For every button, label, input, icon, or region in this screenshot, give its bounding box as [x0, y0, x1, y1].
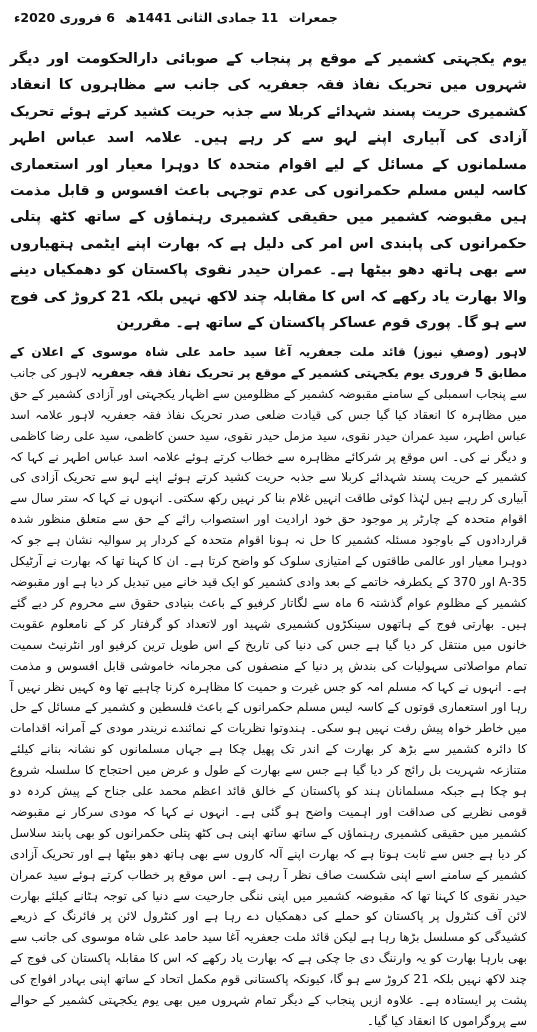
dateline-day: جمعرات [288, 10, 338, 25]
article-lead: لاہور (وصفِ نیوز) قائد ملت جعفریہ آغا سید حامد علی شاہ موسوی کے اعلان کے مطابق 5 فروری یوم یکجہتی کشمیر کے موقع پر تحریک نفاذ فقہ جعفریہ [10, 345, 528, 380]
article-body [10, 342, 528, 1028]
dateline [8, 8, 529, 28]
headline-summary: یوم یکجہتی کشمیر کے موقع پر پنجاب کے صوبائی دارالحکومت اور دیگر شہروں میں تحریک نفاذ فقہ جعفریہ کی جانب سے مظاہروں کا انعقاد کشمیری حریت پسند شہدائے کربلا سے جذبہ حریت کشید کرتے ہوئے تحریک آزادی کی آبیاری اپنے لہو سے کر رہے ہیں۔ علامہ اسد عباس اطہر مسلمانوں کے مسائل کے لیے اقوام متحدہ کا دوہرا معیار اور استعماری کاسہ لیس مسلم حکمرانوں کی عدم توجہی باعث افسوس و قابل مذمت ہیں مقبوضہ کشمیر میں حقیقی کشمیری رہنماؤں کے ساتھ کٹھ پتلی حکمرانوں کی پابندی اس امر کی دلیل ہے کہ بھارت اپنے ایٹمی ہتھیاروں سے بھی ہاتھ دھو بیٹھا ہے۔ عمران حیدر نقوی پاکستان کو دھمکیاں دینے والا بھارت یاد رکھے کہ اس کا مقابلہ چند لاکھ نہیں بلکہ 21 کروڑ کی فوج سے ہو گا۔ پوری قوم عساکر پاکستان کے ساتھ ہے۔ مقررین [10, 51, 527, 332]
dateline-hijri-date: 11 جمادی الثانی 1441ھ [125, 10, 279, 25]
dateline-gregorian-date: 6 فروری 2020ء [14, 10, 115, 25]
article-text: لاہور کی جانب سے پنجاب اسمبلی کے سامنے مقبوضہ کشمیر کے مظلومین سے اظہار یکجہتی اور آزادی کشمیر کے حق میں مظاہرہ کا انعقاد کیا گیا جس کی قیادت ضلعی صدر تحریک نفاذ فقہ جعفریہ لاہور علامہ اسد عباس اطہر، سید عمران حیدر نقوی، سید مزمل حیدر نقوی، سید حسن کاظمی، سید علی رضا کاظمی و دیگر نے کی۔ اس موقع پر شرکائے مظاہرہ سے خطاب کرتے ہوئے علامہ اسد عباس اطہر نے کہا کہ کشمیر کے حریت پسند شہدائے کربلا سے جذبہ حریت کشید کرتے ہوئے اپنے لہو سے تحریک آزادی کی آبیاری کر رہے ہیں لہٰذا کوئی طاقت انہیں غلام بنا کر نہیں رکھ سکتی۔ انہوں نے کہا کہ ستر سال سے اقوام متحدہ کے چارٹر پر موجود حق خود ارادیت اور استصواب رائے کے حق سے متعلق منظور شدہ قراردادوں کے باوجود مسئلہ کشمیر کا حل نہ ہونا اقوام متحدہ کے کردار پر سوالیہ نشان ہے جو کہ دوہرا معیار اور عالمی طاقتوں کے امتیازی سلوک کو واضح کرتا ہے۔ ان کا کہنا تھا کہ بھارت نے آرٹیکل 35-A اور 370 کے یکطرفہ خاتمے کے بعد وادی کشمیر کو ایک قید خانے میں تبدیل کر دیا ہے اور مقبوضہ کشمیر کے مظلوم عوام گذشتہ 6 ماہ سے لگاتار کرفیو کے باعث بنیادی حقوق سے محروم کر دیے گئے ہیں۔ بھارتی فوج کے ہاتھوں سینکڑوں کشمیری شہید اور لاتعداد کو گرفتار کر کے نامعلوم عقوبت خانوں میں منتقل کر دیا گیا ہے جس کی دنیا کی تاریخ کے اس طویل ترین کرفیو اور انٹرنیٹ سمیت تمام مواصلاتی سہولیات کی بندش پر دنیا کے منصفوں کی مجرمانہ خاموشی قابل افسوس و مذمت ہے۔ انہوں نے کہا کہ مسلم امہ کو جس غیرت و حمیت کا مظاہرہ کرنا چاہیے تھا وہ کہیں نظر نہیں آ رہا اور استعماری قوتوں کے کاسہ لیس مسلم حکمرانوں کے باعث فلسطین و کشمیر کے مسائل کے حل میں خاطر خواہ پیش رفت نہیں ہو سکی۔ ہندوتوا نظریات کے نمائندے نریندر مودی کے آمرانہ اقدامات کا دائرہ کشمیر سے بڑھ کر بھارت کے اندر تک پھیل چکا ہے جہاں مسلمانوں کو نشانہ بنانے کیلئے متنازعہ شہریت بل رائج کر دیا گیا ہے جس سے بھارت کے طول و عرض میں احتجاج کا سلسلہ شروع ہو چکا ہے جبکہ مسلمانان ہند کو پاکستان کے خالق قائد اعظم محمد علی جناح کے پیش کردہ دو قومی نظریے کی صداقت اور اہمیت واضح ہو گئی ہے۔ انہوں نے کہا کہ مودی سرکار نے مقبوضہ کشمیر میں حقیقی کشمیری رہنماؤں کے ساتھ ساتھ اپنی ہی کٹھ پتلی حکمرانوں کو بھی پابند سلاسل کر دیا ہے جس سے ثابت ہوتا ہے کہ بھارت اپنے آلہ کاروں سے بھی ہاتھ دھو بیٹھا ہے اور تحریک آزادی کشمیر کے سامنے اسے اپنی شکست صاف نظر آ رہی ہے۔ اس موقع پر خطاب کرتے ہوئے سید عمران حیدر نقوی کا کہنا تھا کہ مقبوضہ کشمیر میں اپنی ننگی جارحیت سے دنیا کی توجہ ہٹانے کیلئے بھارت لائن آف کنٹرول پر پاکستان کو حملے کی دھمکیاں دے رہا ہے اور کنٹرول لائن پر فائرنگ کے ذریعے کشیدگی کو مسلسل بڑھا رہا ہے لیکن قائد ملت جعفریہ آغا سید حامد علی شاہ موسوی کی جانب سے بھی بارہا بھارت کو یہ وارننگ دی جا چکی ہے کہ بھارت یاد رکھے کہ اس کا مقابلہ پاکستان کی فوج کے چند لاکھ نہیں بلکہ 21 کروڑ سے ہو گا، کیونکہ پاکستانی قوم مکمل اتحاد کے ساتھ اپنی بہادر افواج کی پشت پر ایستادہ ہے۔ علاوہ ازیں پنجاب کے دیگر تمام شہروں میں بھی یوم یکجہتی کشمیر کے حوالے سے پروگراموں کا انعقاد کیا گیا۔ [10, 365, 527, 1028]
